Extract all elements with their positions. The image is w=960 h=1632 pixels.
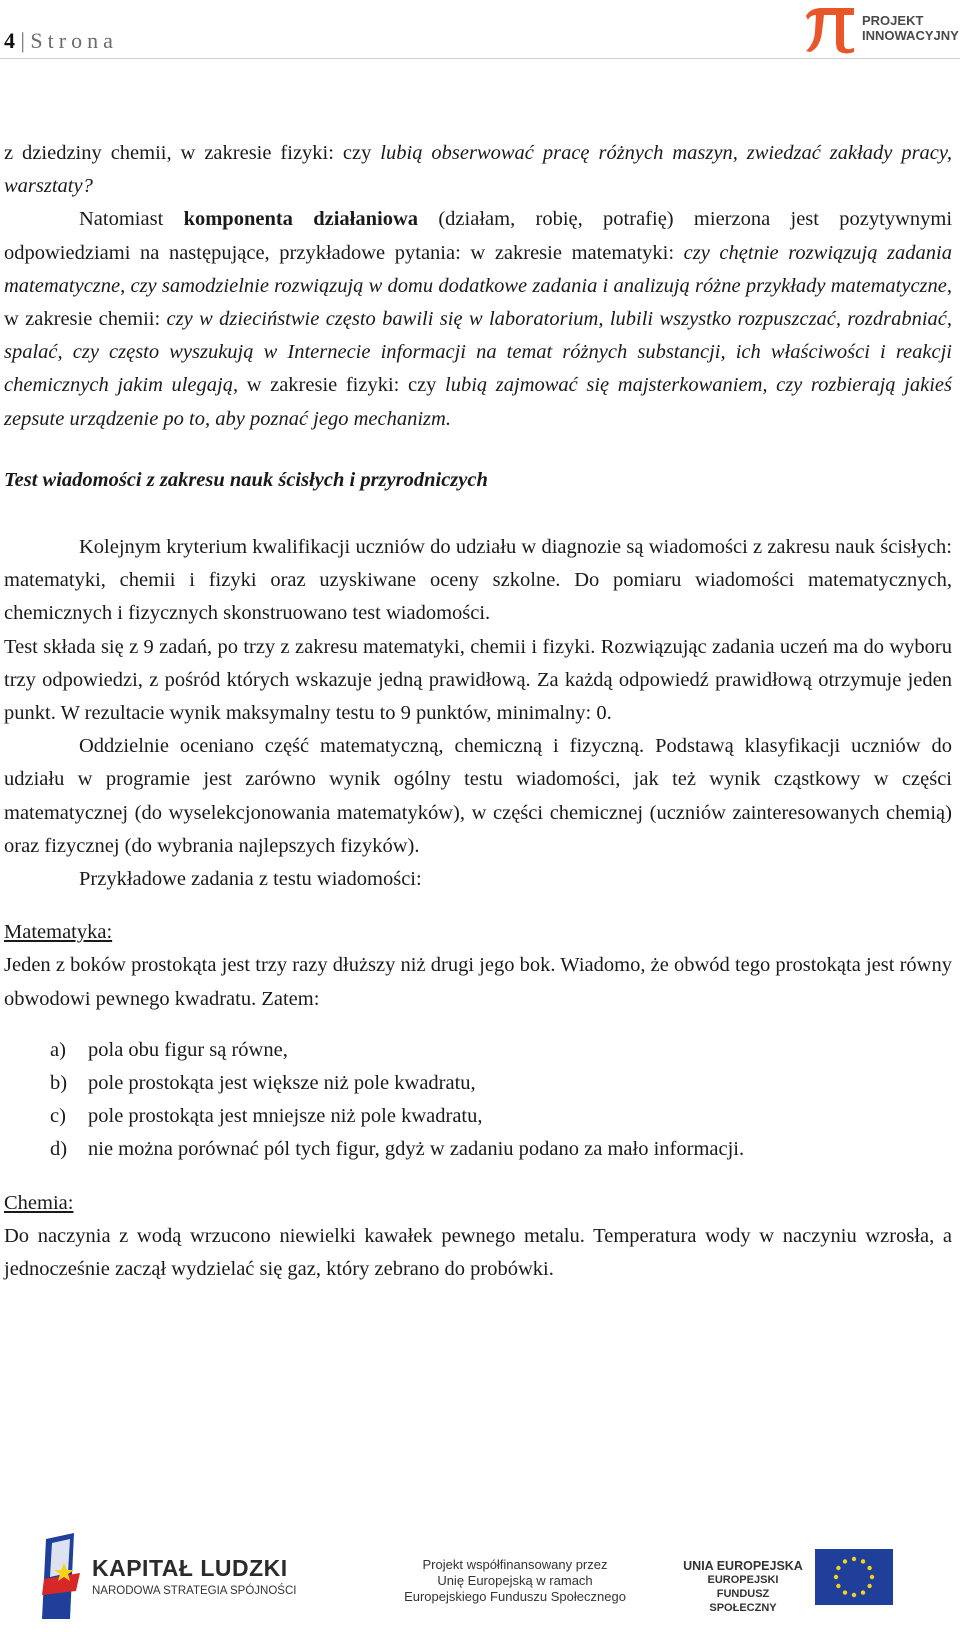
cofin-line2: Unię Europejską w ramach <box>437 1573 593 1588</box>
p2-italic-phys: lubią zajmować się majsterkowaniem, czy rozbierają jakieś zepsute urządzenie po to, aby poznać jego mechanizm. <box>4 374 952 430</box>
page-word: Strona <box>30 28 118 53</box>
pi-icon <box>800 4 858 54</box>
p2-text-3: , w zakresie chemii: <box>4 274 952 331</box>
p2-text-4: , w zakresie fizyki: czy <box>232 374 446 397</box>
option-c <box>50 1100 952 1133</box>
math-label: Matematyka: <box>4 921 113 944</box>
paragraph-5: Oddzielnie oceniano część matematyczną, chemiczną i fizyczną. Podstawą klasyfikacji uczniów do udziału w programie jest zarówno wynik ogólny testu wiadomości, jak też wynik cząstkowy w części matematycznej (do wyselekcjonowania matematyków), w części chemicznej (uczniów zainteresowanych chemią) oraz fizycznej (do wybrania najlepszych fizyków). <box>4 735 952 857</box>
page-footer <box>0 1525 960 1632</box>
paragraph-2 <box>4 203 952 435</box>
projekt-innowacyjny-logo <box>800 4 960 56</box>
option-marker: b) <box>50 1072 68 1095</box>
kapital-ludzki-subtitle: NARODOWA STRATEGIA SPÓJNOŚCI <box>92 1585 297 1597</box>
chem-question: Do naczynia z wodą wrzucono niewielki kawałek pewnego metalu. Temperatura wody w naczyniu wzrosła, a jednocześnie zaczął wydzielać się gaz, który zebrano do probówki. <box>4 1224 952 1281</box>
option-a <box>50 1034 952 1067</box>
p2-italic-math: czy chętnie rozwiązują zadania matematyczne, czy samodzielnie rozwiązują w domu dodatkowe zadania i analizują różne przykłady matematyczne <box>4 241 952 297</box>
cofinancing-note <box>400 1557 630 1605</box>
page-number: 4 <box>4 28 15 53</box>
p2-text-1: Natomiast <box>79 208 184 231</box>
eu-flag-icon <box>815 1549 893 1605</box>
option-text: pola obu figur są równe, <box>88 1038 288 1061</box>
p1-italic: lubią obserwować pracę różnych maszyn, zwiedzać zakłady pracy, warsztaty? <box>4 142 952 198</box>
option-text: pole prostokąta jest większe niż pole kwadratu, <box>88 1072 476 1095</box>
option-marker: a) <box>50 1038 66 1061</box>
ue-line2: EUROPEJSKI <box>707 1574 779 1586</box>
option-text: pole prostokąta jest mniejsze niż pole kwadratu, <box>88 1105 483 1128</box>
option-d <box>50 1133 952 1166</box>
chem-label: Chemia: <box>4 1191 74 1214</box>
math-question: Jeden z boków prostokąta jest trzy razy dłuższy niż drugi jego bok. Wiadomo, że obwód tego prostokąta jest równy obwodowi pewnego kwadratu. Zatem: <box>4 954 952 1010</box>
logo-text <box>862 13 959 43</box>
option-marker: c) <box>50 1105 66 1128</box>
document-body <box>4 137 952 1286</box>
paragraph-1 <box>4 137 952 203</box>
paragraph-3: Kolejnym kryterium kwalifikacji uczniów do udziału w diagnozie są wiadomości z zakresu nauk ścisłych: matematyki, chemii i fizyki oraz uzyskiwane oceny szkolne. Do pomiaru wiadomości matematycznych, chemicznych i fizycznych skonstruowano test wiadomości. <box>4 536 952 625</box>
kapital-ludzki-emblem-icon <box>40 1533 86 1621</box>
eu-fund-text <box>683 1559 803 1615</box>
page-number-label <box>4 28 118 54</box>
logo-line1: PROJEKT <box>862 13 924 28</box>
option-marker: d) <box>50 1138 68 1161</box>
paragraph-6: Przykładowe zadania z testu wiadomości: <box>79 868 422 891</box>
option-b <box>50 1067 952 1100</box>
p2-italic-chem: czy w dzieciństwie często bawili się w laboratorium, lubili wszystko rozpuszczać, rozdrabniać, spalać, czy często wyszukują w Internecie informacji na temat różnych substancji, ich właściwości i reakcji chemicznych jakim ulegają <box>4 308 952 397</box>
page-separator: | <box>20 28 31 53</box>
p2-text-2: (działam, robię, potrafię) mierzona jest pozytywnymi odpowiedziami na następujące, przykładowe pytania: w zakresie matematyki: <box>4 208 953 264</box>
logo-line2: INNOWACYJNY <box>862 28 959 43</box>
cofin-line3: Europejskiego Funduszu Społecznego <box>404 1589 626 1604</box>
paragraph-4: Test składa się z 9 zadań, po trzy z zakresu matematyki, chemii i fizyki. Rozwiązując zadania uczeń ma do wyboru trzy odpowiedzi, z pośród których wskazuje jedną prawidłową. Za każdą odpowiedź prawidłową otrzymuje jeden punkt. W rezultacie wynik maksymalny testu to 9 punktów, minimalny: 0. <box>4 635 952 725</box>
ue-line3: FUNDUSZ SPOŁECZNY <box>709 1588 777 1614</box>
cofin-line1: Projekt współfinansowany przez <box>422 1557 608 1572</box>
answer-options <box>4 1034 952 1167</box>
section-heading: Test wiadomości z zakresu nauk ścisłych i przyrodniczych <box>4 468 488 491</box>
kapital-ludzki-title: KAPITAŁ LUDZKI <box>92 1555 288 1581</box>
p2-bold-term: komponenta działaniowa <box>183 208 419 231</box>
header-divider <box>0 58 960 59</box>
page-header <box>0 0 960 60</box>
p1-text: z dziedziny chemii, w zakresie fizyki: czy <box>4 142 381 164</box>
option-text: nie można porównać pól tych figur, gdyż w zadaniu podano za mało informacji. <box>88 1138 745 1161</box>
ue-line1: UNIA EUROPEJSKA <box>683 1559 803 1573</box>
